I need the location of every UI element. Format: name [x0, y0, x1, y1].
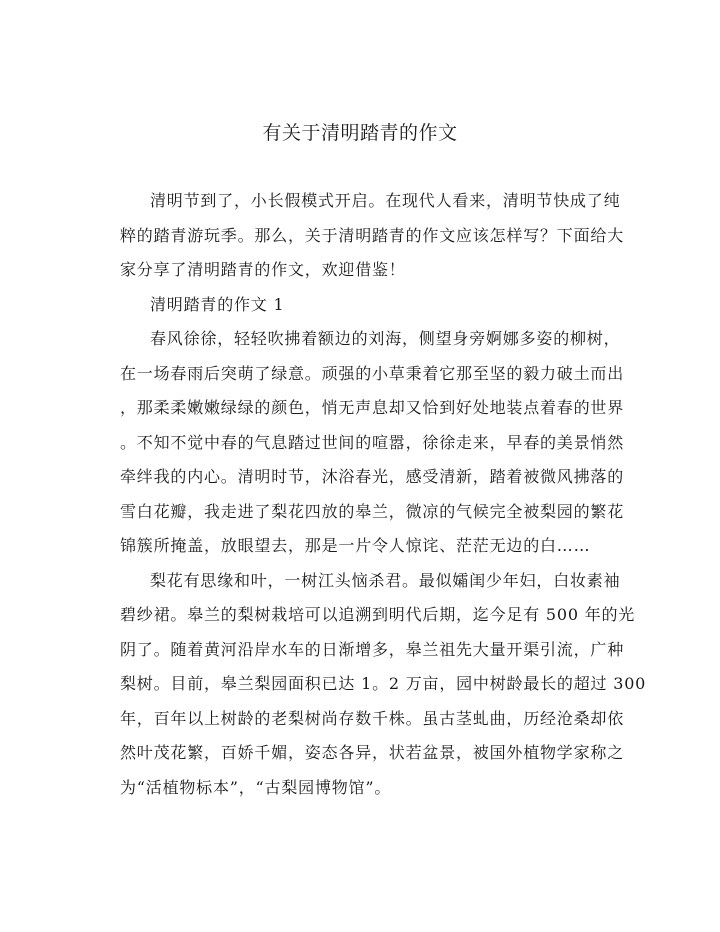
body-line: 粹的踏青游玩季。那么，关于清明踏青的作文应该怎样写？下面给大 [120, 225, 625, 245]
body-line: ，那柔柔嫩嫩绿绿的颜色，悄无声息却又恰到好处地装点着春的世界 [120, 398, 625, 417]
body-line: 锦簇所掩盖，放眼望去，那是一片令人惊诧、茫茫无边的白…… [120, 536, 591, 555]
body-line: 然叶茂花繁，百娇千媚，姿态各异，状若盆景，被国外植物学家称之 [120, 743, 625, 762]
body-line: 春风徐徐，轻轻吹拂着额边的刘海，侧望身旁婀娜多姿的柳树， [150, 329, 621, 348]
body-line: 家分享了清明踏青的作文，欢迎借鉴！ [120, 260, 406, 279]
body-line: 阴了。随着黄河沿岸水车的日渐增多，皋兰祖先大量开渠引流，广种 [120, 639, 625, 659]
document-title: 有关于清明踏青的作文 [262, 122, 458, 144]
body-line: 梨树。目前，皋兰梨园面积已达 1。2 万亩，园中树龄最长的超过 300 [120, 674, 647, 693]
body-line: 为“活植物标本”，“古梨园博物馆”。 [120, 777, 392, 797]
body-line: 碧纱裙。皋兰的梨树栽培可以追溯到明代后期，迄今足有 500 年的光 [120, 605, 636, 624]
body-line: 牵绊我的内心。清明时节，沐浴春光，感受清新，踏着被微风拂落的 [120, 467, 625, 486]
body-line: 在一场春雨后突萌了绿意。顽强的小草秉着它那至坚的毅力破土而出 [120, 363, 625, 383]
body-line: 年，百年以上树龄的老梨树尚存数千株。虽古茎虬曲，历经沧桑却依 [120, 708, 625, 728]
body-line: 清明节到了，小长假模式开启。在现代人看来，清明节快成了纯 [150, 191, 621, 210]
body-line: 梨花有思缘和叶，一树江头恼杀君。最似孀闺少年妇，白妆素袖 [150, 570, 621, 590]
body-line: 清明踏青的作文 1 [150, 294, 285, 314]
body-line: 雪白花瓣，我走进了梨花四放的皋兰，微凉的气候完全被梨园的繁花 [120, 501, 625, 521]
body-line: 。不知不觉中春的气息踏过世间的喧嚣，徐徐走来，早春的美景悄然 [120, 432, 625, 452]
